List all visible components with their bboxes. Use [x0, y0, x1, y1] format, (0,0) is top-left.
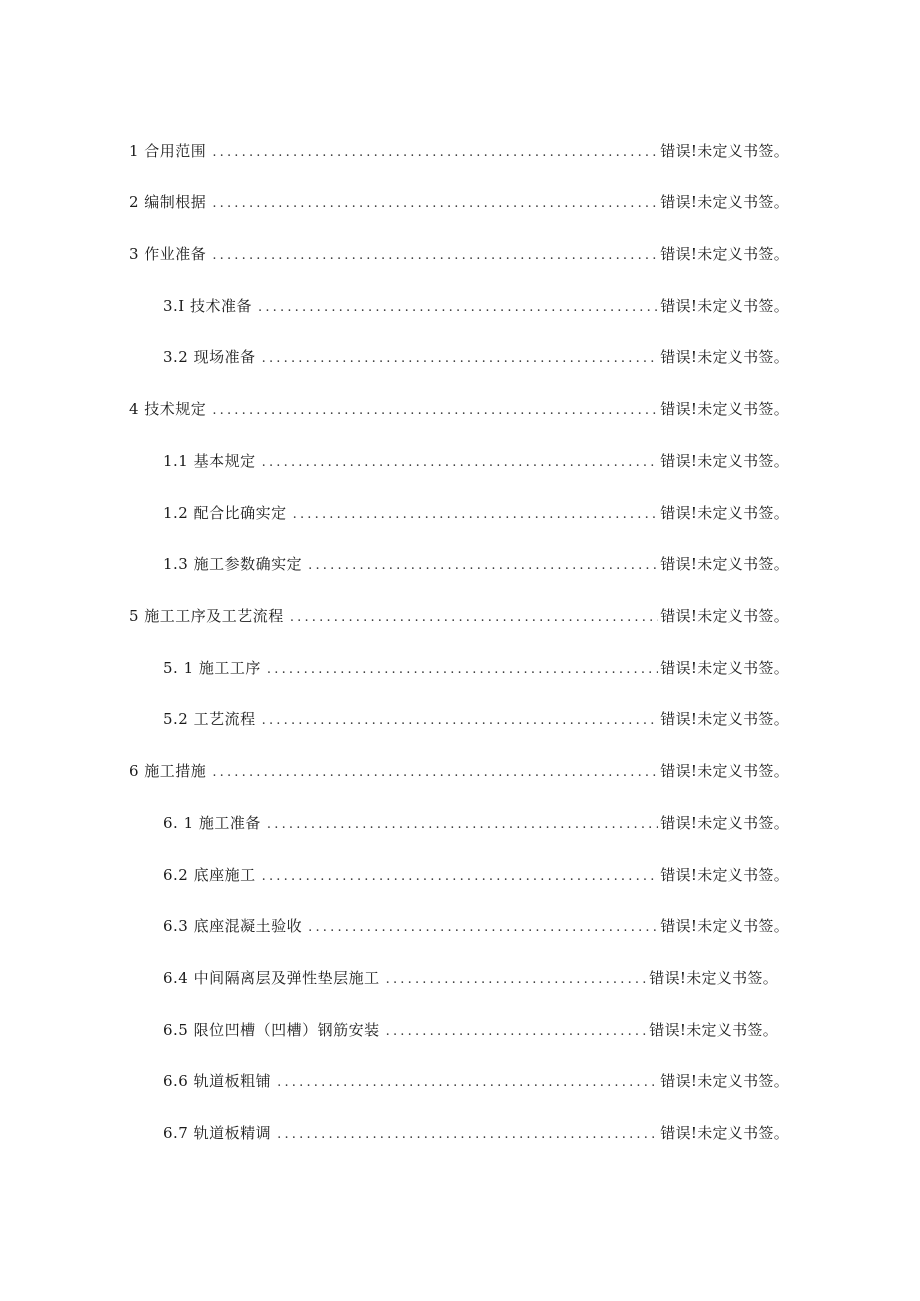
toc-entry[interactable] — [163, 865, 789, 887]
toc-dot-leader — [386, 1022, 648, 1042]
toc-entry-title: 6.3 底座混凝土验收 — [163, 917, 303, 935]
toc-entry[interactable] — [129, 606, 789, 628]
toc-dot-leader — [293, 505, 659, 525]
toc-entry-page-ref: 错误!未定义书签。 — [660, 504, 789, 522]
toc-entry-title: 6 施工措施 — [129, 762, 207, 780]
toc-entry-page-ref: 错误!未定义书签。 — [660, 297, 789, 315]
toc-entry-title: 1.3 施工参数确实定 — [163, 555, 303, 573]
toc-dot-leader — [277, 1125, 658, 1145]
toc-entry-page-ref: 错误!未定义书签。 — [660, 710, 789, 728]
toc-dot-leader — [308, 556, 658, 576]
toc-dot-leader — [308, 918, 658, 938]
toc-entry-page-ref: 错误!未定义书签。 — [660, 762, 789, 780]
toc-entry-title: 5 施工工序及工艺流程 — [129, 607, 284, 625]
toc-entry-page-ref: 错误!未定义书签。 — [660, 814, 789, 832]
toc-entry-title: 6.7 轨道板精调 — [163, 1124, 272, 1142]
toc-dot-leader — [212, 143, 658, 163]
toc-entry-title: 6.6 轨道板粗铺 — [163, 1072, 272, 1090]
toc-entry-title: 3.2 现场准备 — [163, 348, 256, 366]
toc-entry[interactable] — [163, 554, 789, 576]
toc-entry[interactable] — [163, 1020, 778, 1042]
toc-entry-title: 1.2 配合比确实定 — [163, 504, 287, 522]
toc-entry-page-ref: 错误!未定义书签。 — [660, 917, 789, 935]
toc-dot-leader — [386, 970, 648, 990]
toc-entry-page-ref: 错误!未定义书签。 — [660, 607, 789, 625]
toc-entry-page-ref: 错误!未定义书签。 — [660, 193, 789, 211]
toc-entry-page-ref: 错误!未定义书签。 — [660, 348, 789, 366]
toc-entry-page-ref: 错误!未定义书签。 — [649, 969, 778, 987]
toc-dot-leader — [212, 246, 658, 266]
toc-entry[interactable] — [163, 916, 789, 938]
toc-entry-title: 6.4 中间隔离层及弹性垫层施工 — [163, 969, 380, 987]
toc-entry[interactable] — [163, 968, 778, 990]
toc-entry-page-ref: 错误!未定义书签。 — [649, 1021, 778, 1039]
toc-entry-page-ref: 错误!未定义书签。 — [660, 245, 789, 263]
toc-dot-leader — [212, 401, 658, 421]
toc-entry-title: 6.5 限位凹槽（凹槽）钢筋安装 — [163, 1021, 380, 1039]
toc-dot-leader — [258, 298, 658, 318]
toc-entry[interactable] — [163, 347, 789, 369]
toc-entry[interactable] — [163, 1071, 789, 1093]
toc-dot-leader — [277, 1073, 658, 1093]
toc-entry[interactable] — [163, 451, 789, 473]
toc-entry-page-ref: 错误!未定义书签。 — [660, 1124, 789, 1142]
toc-entry[interactable] — [163, 1123, 789, 1145]
toc-entry[interactable] — [163, 709, 789, 731]
toc-entry-title: 6. 1 施工准备 — [163, 814, 261, 832]
toc-entry[interactable] — [163, 503, 789, 525]
toc-entry-title: 3.I 技术准备 — [163, 297, 253, 315]
toc-dot-leader — [262, 867, 659, 887]
toc-entry-title: 1.1 基本规定 — [163, 452, 256, 470]
toc-entry-title: 3 作业准备 — [129, 245, 207, 263]
toc-entry-page-ref: 错误!未定义书签。 — [660, 400, 789, 418]
toc-dot-leader — [290, 608, 658, 628]
toc-entry[interactable] — [163, 296, 789, 318]
toc-entry[interactable] — [163, 658, 789, 680]
toc-entry-title: 2 编制根据 — [129, 193, 207, 211]
toc-entry[interactable] — [129, 141, 789, 163]
toc-entry-page-ref: 错误!未定义书签。 — [660, 1072, 789, 1090]
toc-entry-title: 6.2 底座施工 — [163, 866, 256, 884]
toc-dot-leader — [262, 711, 659, 731]
toc-dot-leader — [212, 763, 658, 783]
toc-entry-title: 5.2 工艺流程 — [163, 710, 256, 728]
toc-entry-page-ref: 错误!未定义书签。 — [660, 452, 789, 470]
toc-entry-page-ref: 错误!未定义书签。 — [660, 659, 789, 677]
toc-dot-leader — [267, 815, 658, 835]
toc-entry[interactable] — [163, 813, 789, 835]
toc-entry[interactable] — [129, 761, 789, 783]
toc-dot-leader — [267, 660, 658, 680]
toc-entry-page-ref: 错误!未定义书签。 — [660, 142, 789, 160]
toc-entry-title: 4 技术规定 — [129, 400, 207, 418]
toc-entry-title: 1 合用范围 — [129, 142, 207, 160]
toc-dot-leader — [262, 453, 659, 473]
toc-entry-title: 5. 1 施工工序 — [163, 659, 261, 677]
toc-entry[interactable] — [129, 399, 789, 421]
toc-dot-leader — [262, 349, 659, 369]
toc-dot-leader — [212, 194, 658, 214]
toc-entry-page-ref: 错误!未定义书签。 — [660, 555, 789, 573]
toc-entry[interactable] — [129, 244, 789, 266]
toc-entry[interactable] — [129, 192, 789, 214]
toc-entry-page-ref: 错误!未定义书签。 — [660, 866, 789, 884]
